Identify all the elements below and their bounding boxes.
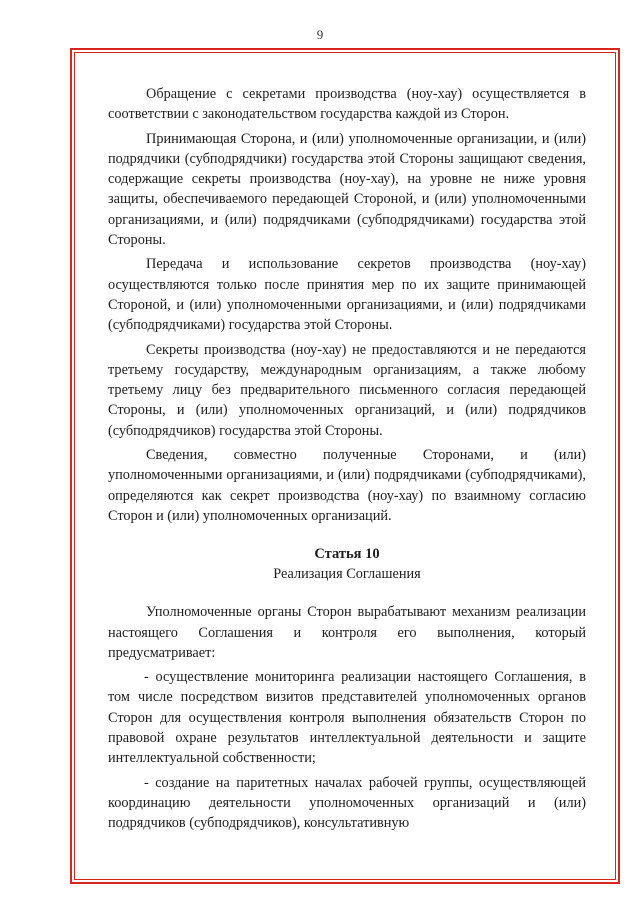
paragraph: Сведения, совместно полученные Сторонами, и (или) уполномоченными организациями, и (или) подрядчиками (субподрядчиками), определяются как секрет производства (ноу-хау) по взаимному согласию Сторон и (или) уполномоченных организаций. [108,447,586,524]
list-item: - осуществление мониторинга реализации настоящего Соглашения, в том числе посредством визитов представителей уполномоченных органов Сторон для осуществления контроля выполнения обязательств Сторон по правовой охране результатов интеллектуальной деятельности и защите интеллектуальной собственности; [108,669,586,767]
page-number: 9 [316,27,324,42]
paragraph: Уполномоченные органы Сторон вырабатывают механизм реализации настоящего Соглашения и контроля его выполнения, который предусматривает: [108,604,586,661]
article-heading [108,544,586,584]
paragraph: Обращение с секретами производства (ноу-хау) осуществляется в соответствии с законодательством государства каждой из Сторон. [108,86,586,123]
article-subtitle: Реализация Соглашения [273,566,421,583]
list-item: - создание на паритетных началах рабочей группы, осуществляющей координацию деятельности уполномоченных организаций и (или) подрядчиков (субподрядчиков), консультативную [108,774,586,832]
document-body [108,84,586,838]
paragraph: Секреты производства (ноу-хау) не предоставляются и не передаются третьему государству, международным организациям, а также любому третьему лицу без предварительного письменного согласия передающей Стороны, и (или) уполномоченных организаций, и (или) подрядчиков (субподрядчиков) государства этой Стороны. [108,341,586,439]
paragraph: Передача и использование секретов производства (ноу-хау) осуществляются только после принятия мер по их защите принимающей Стороной, и (или) уполномоченными организациями, и (или) подрядчиками (субподрядчиками) государства этой Стороны. [108,256,586,334]
paragraph: Принимающая Сторона, и (или) уполномоченные организации, и (или) подрядчики (субподрядчики) государства этой Стороны защищают сведения, содержащие секреты производства (ноу-хау), на уровне не ниже уровня защиты, обеспечиваемого передающей Стороной, и (или) уполномоченными организациями, и (или) подрядчиками (субподрядчиками) государства этой Стороны. [108,130,586,249]
article-title: Статья 10 [314,546,380,563]
